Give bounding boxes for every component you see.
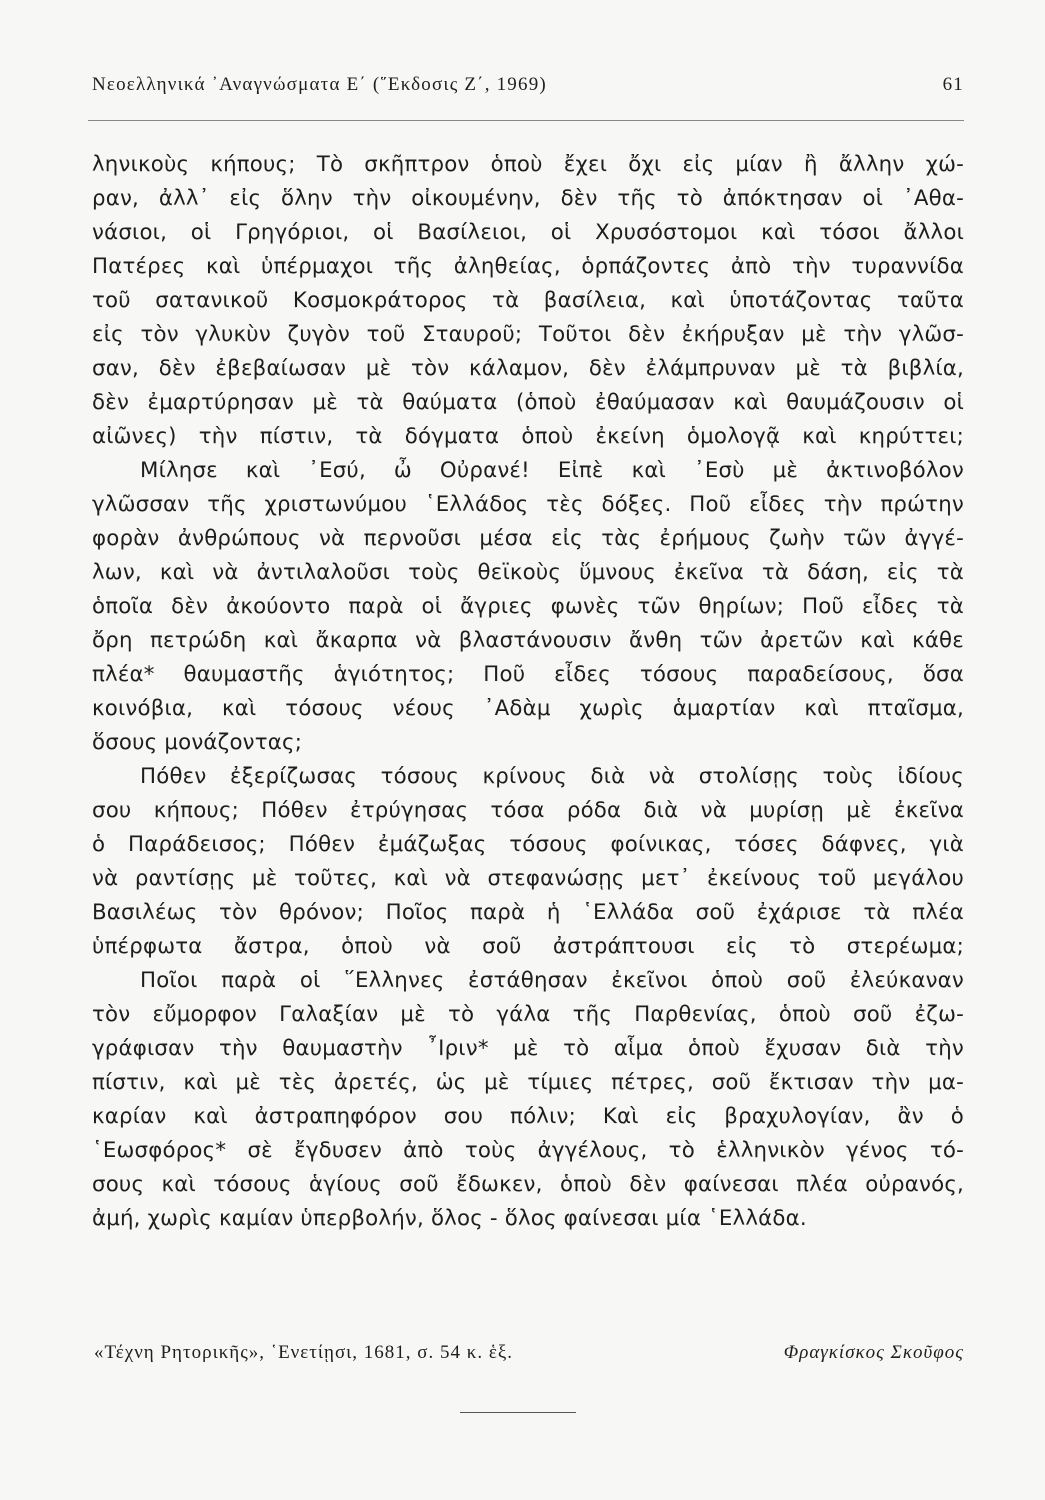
text-line: ὁ Παράδεισος; Πόθεν ἐμάζωξας τόσους φοίνικας, τόσες δάφνες, γιὰ	[92, 832, 964, 857]
page-number: 61	[942, 74, 964, 95]
text-line: ὄρη πετρώδη καὶ ἄκαρπα νὰ βλαστάνουσιν ἄνθη τῶν ἀρετῶν καὶ κάθε	[92, 628, 964, 653]
text-line: ὁποῖα δὲν ἀκούοντο παρὰ οἱ ἄγριες φωνὲς τῶν θηρίων; Ποῦ εἶδες τὰ	[92, 594, 964, 619]
text-line: δὲν ἐμαρτύρησαν μὲ τὰ θαύματα (ὁποὺ ἐθαύμασαν καὶ θαυμάζουσιν οἱ	[92, 390, 964, 415]
text-line: σους καὶ τόσους ἁγίους σοῦ ἔδωκεν, ὁποὺ δὲν φαίνεσαι πλέα οὐρανός,	[92, 1172, 964, 1197]
text-line: Πατέρες καὶ ὑπέρμαχοι τῆς ἀληθείας, ὁρπάζοντες ἀπὸ τὴν τυραννίδα	[92, 254, 964, 279]
paragraph-first-line: Μίλησε καὶ ᾽Εσύ, ὦ Οὐρανέ! Εἰπὲ καὶ ᾽Εσὺ μὲ ἀκτινοβόλον	[140, 458, 964, 483]
text-line: γράφισαν τὴν θαυμαστὴν ῏Ιριν* μὲ τὸ αἷμα ὁποὺ ἔχυσαν διὰ τὴν	[92, 1036, 964, 1061]
text-line: τὸν εὔμορφον Γαλαξίαν μὲ τὸ γάλα τῆς Παρθενίας, ὁποὺ σοῦ ἐζω-	[92, 1002, 964, 1027]
source-attribution	[94, 1338, 964, 1372]
paragraph-last-line: ὅσους μονάζοντας;	[92, 730, 303, 755]
running-header	[92, 74, 964, 114]
text-line: κοινόβια, καὶ τόσους νέους ᾽Αδὰμ χωρὶς ἁμαρτίαν καὶ πταῖσμα,	[92, 696, 964, 721]
text-line: φορὰν ἀνθρώπους νὰ περνοῦσι μέσα εἰς τὰς ἐρήμους ζωὴν τῶν ἀγγέ-	[92, 526, 964, 551]
text-line: καρίαν καὶ ἀστραπηφόρον σου πόλιν; Καὶ εἰς βραχυλογίαν, ἂν ὁ	[92, 1104, 964, 1129]
text-line: ῾Εωσφόρος* σὲ ἔγδυσεν ἀπὸ τοὺς ἀγγέλους, τὸ ἑλληνικὸν γένος τό-	[92, 1138, 964, 1163]
text-line: ραν, ἀλλ᾽ εἰς ὅλην τὴν οἰκουμένην, δὲν τῆς τὸ ἀπόκτησαν οἱ ᾽Αθα-	[92, 186, 964, 211]
text-line: πλέα* θαυμαστῆς ἁγιότητος; Ποῦ εἶδες τόσους παραδείσους, ὅσα	[92, 662, 964, 687]
paragraph-first-line: Ποῖοι παρὰ οἱ ῞Ελληνες ἐστάθησαν ἐκεῖνοι ὁποὺ σοῦ ἐλεύκαναν	[140, 968, 964, 993]
text-line: ληνικοὺς κήπους; Τὸ σκῆπτρον ὁποὺ ἔχει ὄχι εἰς μίαν ἢ ἄλλην χώ-	[92, 152, 964, 177]
text-line: πίστιν, καὶ μὲ τὲς ἀρετές, ὡς μὲ τίμιες πέτρες, σοῦ ἔκτισαν τὴν μα-	[92, 1070, 964, 1095]
text-line: λων, καὶ νὰ ἀντιλαλοῦσι τοὺς θεϊκοὺς ὕμνους ἐκεῖνα τὰ δάση, εἰς τὰ	[92, 560, 964, 585]
bottom-divider	[460, 1412, 576, 1413]
main-text	[92, 148, 964, 1236]
text-line: ὑπέρφωτα ἄστρα, ὁποὺ νὰ σοῦ ἀστράπτουσι εἰς τὸ στερέωμα;	[92, 934, 964, 959]
text-line: σαν, δὲν ἐβεβαίωσαν μὲ τὸν κάλαμον, δὲν ἐλάμπρυναν μὲ τὰ βιβλία,	[92, 356, 964, 381]
text-line: γλῶσσαν τῆς χριστωνύμου ῾Ελλάδος τὲς δόξες. Ποῦ εἶδες τὴν πρώτην	[92, 492, 964, 517]
text-line: νάσιοι, οἱ Γρηγόριοι, οἱ Βασίλειοι, οἱ Χρυσόστομοι καὶ τόσοι ἄλλοι	[92, 220, 964, 245]
source-citation: «Τέχνη Ρητορικῆς», ῾Ενετίῃσι, 1681, σ. 54 κ. ἑξ.	[94, 1342, 514, 1363]
running-header-title: Νεοελληνικά ᾿Αναγνώσματα Ε΄ (῞Εκδοσις Ζ΄, 1969)	[92, 74, 547, 95]
text-line: εἰς τὸν γλυκὺν ζυγὸν τοῦ Σταυροῦ; Τοῦτοι δὲν ἐκήρυξαν μὲ τὴν γλῶσ-	[92, 322, 964, 347]
header-divider	[88, 120, 964, 121]
paragraph-last-line: ἀμή, χωρὶς καμίαν ὑπερβολήν, ὅλος - ὅλος φαίνεσαι μία ῾Ελλάδα.	[92, 1206, 807, 1231]
paragraph-first-line: Πόθεν ἐξερίζωσας τόσους κρίνους διὰ νὰ στολίσῃς τοὺς ἰδίους	[140, 764, 964, 789]
text-line: σου κήπους; Πόθεν ἐτρύγησας τόσα ρόδα διὰ νὰ μυρίσῃ μὲ ἐκεῖνα	[92, 798, 964, 823]
text-line: αἰῶνες) τὴν πίστιν, τὰ δόγματα ὁποὺ ἐκείνη ὁμολογᾷ καὶ κηρύττει;	[92, 424, 964, 449]
author-name: Φραγκίσκος Σκοῦφος	[783, 1342, 964, 1363]
text-line: τοῦ σατανικοῦ Κοσμοκράτορος τὰ βασίλεια, καὶ ὑποτάζοντας ταῦτα	[92, 288, 964, 313]
text-line: νὰ ραντίσῃς μὲ τοῦτες, καὶ νὰ στεφανώσῃς μετ᾽ ἐκείνους τοῦ μεγάλου	[92, 866, 964, 891]
text-line: Βασιλέως τὸν θρόνον; Ποῖος παρὰ ἡ ῾Ελλάδα σοῦ ἐχάρισε τὰ πλέα	[92, 900, 964, 925]
